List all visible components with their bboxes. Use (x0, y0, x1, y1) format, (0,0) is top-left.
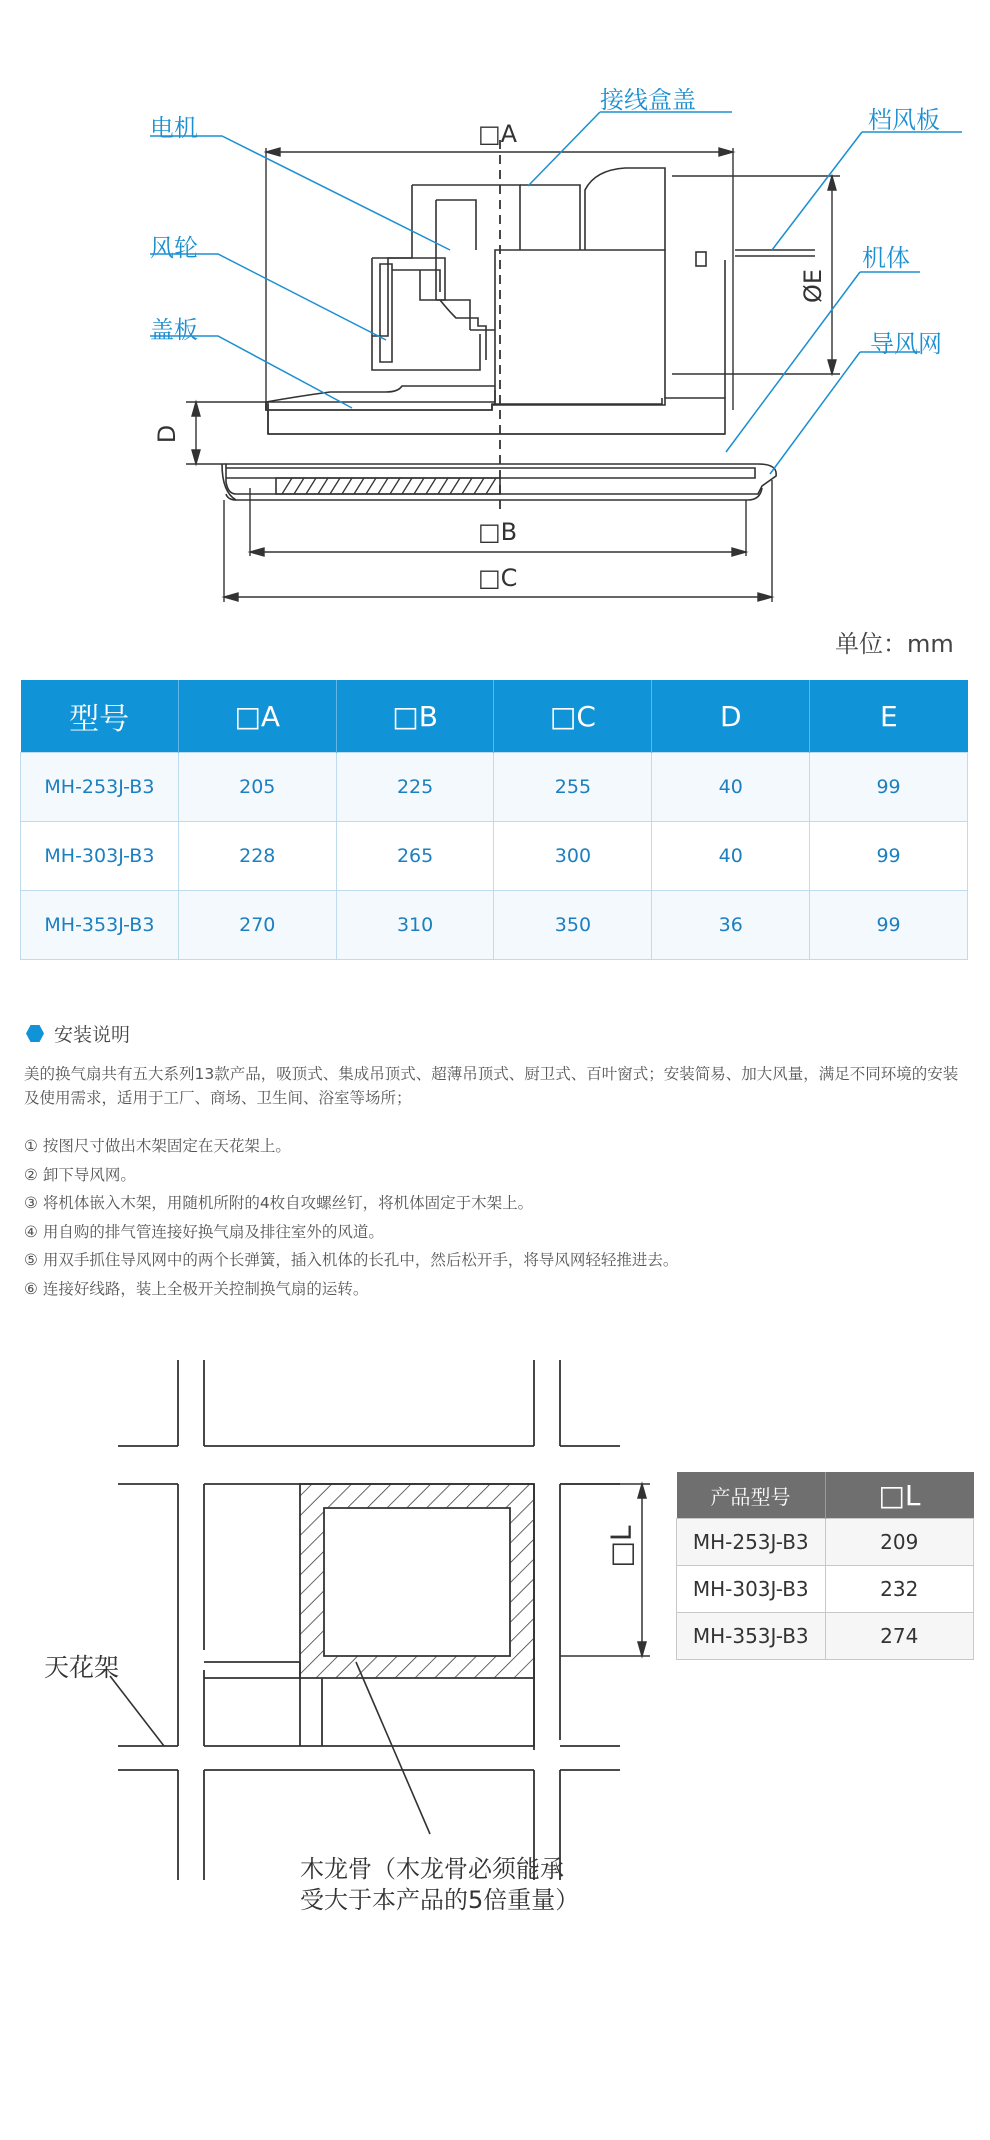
table-cell: 310 (336, 891, 494, 960)
table-cell: 36 (652, 891, 810, 960)
table-cell: 40 (652, 822, 810, 891)
wooden-keel-label (300, 1854, 720, 1916)
ceiling-frame-label: 天花架 (44, 1653, 120, 1682)
table-cell: 225 (336, 753, 494, 822)
dim-e-label: ØE (799, 268, 828, 304)
table-cell: MH-253J-B3 (677, 1519, 826, 1566)
spec-header-model: 型号 (21, 680, 179, 753)
l-table-header-row (677, 1472, 974, 1519)
install-description: 美的换气扇共有五大系列13款产品，吸顶式、集成吊顶式、超薄吊顶式、厨卫式、百叶窗式；安装简易、加大风量，满足不同环境的安装及使用需求，适用于工厂、商场、卫生间、浴室等场所； (24, 1065, 959, 1107)
list-item: ③ 将机体嵌入木架，用随机所附的4枚自攻螺丝钉，将机体固定于木架上。 (24, 1194, 534, 1212)
table-row (677, 1613, 974, 1660)
l-header-model: 产品型号 (677, 1472, 826, 1519)
table-cell: MH-253J-B3 (21, 753, 179, 822)
junction-box-cover-label: 接线盒盖 (600, 86, 696, 114)
table-row (677, 1519, 974, 1566)
dim-d-label: D (153, 424, 182, 444)
table-row (21, 822, 968, 891)
list-item: ② 卸下导风网。 (24, 1165, 136, 1184)
spec-table-header-row (21, 680, 968, 753)
grille-label: 导风网 (870, 330, 942, 358)
cover-label: 盖板 (150, 316, 198, 344)
list-item: ⑤ 用双手抓住导风网中的两个长弹簧，插入机体的长孔中，然后松开手，将导风网轻轻推进去。 (24, 1251, 679, 1269)
table-cell: 274 (825, 1613, 974, 1660)
table-cell: 99 (810, 753, 968, 822)
table-cell: MH-303J-B3 (677, 1566, 826, 1613)
table-cell: 99 (810, 891, 968, 960)
table-cell: 228 (178, 822, 336, 891)
table-cell: MH-353J-B3 (677, 1613, 826, 1660)
wooden-keel-label-line2: 受大于本产品的5倍重量） (300, 1886, 580, 1914)
list-item: ⑥ 连接好线路，装上全极开关控制换气扇的运转。 (24, 1279, 369, 1298)
table-cell: 99 (810, 822, 968, 891)
spec-header-e: E (810, 680, 968, 753)
table-cell: 270 (178, 891, 336, 960)
dim-a-label: □A (478, 120, 518, 148)
table-cell: 350 (494, 891, 652, 960)
table-cell: MH-303J-B3 (21, 822, 179, 891)
install-steps (24, 1132, 969, 1303)
impeller-label: 风轮 (150, 234, 198, 262)
damper-label: 档风板 (868, 106, 940, 134)
table-cell: 265 (336, 822, 494, 891)
table-cell: MH-353J-B3 (21, 891, 179, 960)
spec-header-b: □B (336, 680, 494, 753)
dim-b-label: □B (478, 518, 518, 546)
table-cell: 209 (825, 1519, 974, 1566)
l-dimension-table (676, 1472, 974, 1660)
table-cell: 255 (494, 753, 652, 822)
l-header-l: □L (825, 1472, 974, 1519)
install-title: 安装说明 (54, 1024, 131, 1046)
spec-header-d: D (652, 680, 810, 753)
table-cell: 232 (825, 1566, 974, 1613)
table-row (21, 891, 968, 960)
table-row (21, 753, 968, 822)
table-cell: 300 (494, 822, 652, 891)
table-cell: 40 (652, 753, 810, 822)
table-cell: 205 (178, 753, 336, 822)
table-row (677, 1566, 974, 1613)
unit-label: 单位：mm (835, 630, 954, 658)
spec-header-c: □C (494, 680, 652, 753)
hexagon-icon (26, 1025, 44, 1043)
install-header (26, 1020, 130, 1047)
wooden-keel-label-line1: 木龙骨（木龙骨必须能承 (300, 1855, 564, 1883)
spec-header-a: □A (178, 680, 336, 753)
body-label: 机体 (862, 244, 910, 272)
list-item: ① 按图尺寸做出木架固定在天花架上。 (24, 1137, 291, 1155)
dim-l-label: □L (604, 1525, 638, 1568)
motor-label: 电机 (150, 114, 198, 142)
list-item: ④ 用自购的排气管连接好换气扇及排往室外的风道。 (24, 1222, 384, 1241)
spec-table (20, 680, 968, 960)
dim-c-label: □C (478, 564, 518, 592)
